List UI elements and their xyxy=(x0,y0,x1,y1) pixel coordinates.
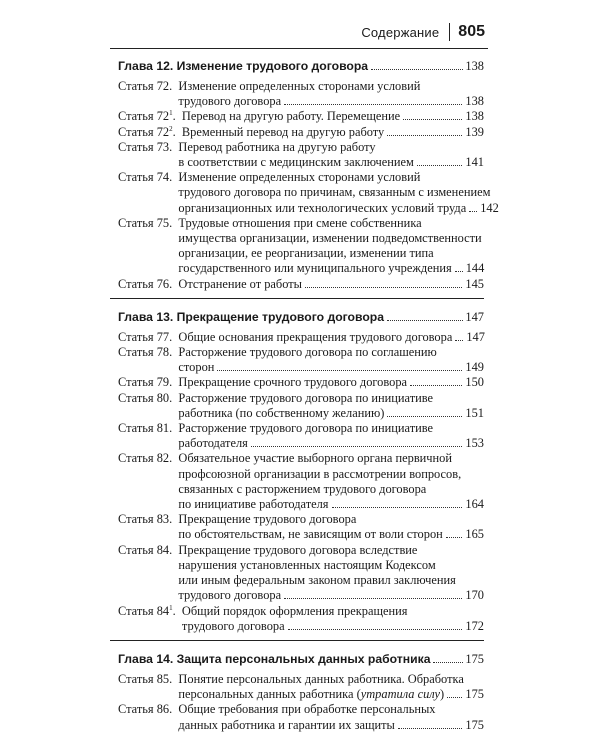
article-num: 72 xyxy=(156,109,170,124)
entry-text xyxy=(178,543,484,604)
article-word: Статья xyxy=(118,702,154,717)
article-num: 76 xyxy=(156,276,170,291)
entry-line: Расторжение трудового договора по инициативе xyxy=(178,390,434,405)
chapter-title: Глава 12. Изменение трудового договора xyxy=(118,59,369,73)
entry-last-line xyxy=(178,687,484,702)
article-num: 79 xyxy=(156,375,170,390)
entry-line: государственного или муниципального учреждения xyxy=(178,261,452,276)
article-number: Статья $72^1$. xyxy=(118,109,182,124)
toc-entry xyxy=(118,543,484,604)
article-word: Статья xyxy=(118,79,154,93)
entry-last-line xyxy=(178,718,484,733)
entry-text xyxy=(178,375,484,390)
article-num: 75 xyxy=(156,215,170,230)
leader-dots xyxy=(332,507,463,508)
entry-line: организации, ее реорганизации, изменении типа xyxy=(178,246,434,261)
entry-line: сторон xyxy=(178,360,215,375)
toc-entry xyxy=(118,421,484,451)
entry-text xyxy=(178,345,484,375)
entry-line: Прекращение трудового договора вследствие xyxy=(178,542,418,557)
article-word: Статья xyxy=(118,215,154,230)
entry-line: или иным федеральным законом правил заключения xyxy=(178,573,456,588)
article-number: Статья 82. xyxy=(118,451,179,466)
leader-dots xyxy=(284,104,462,105)
article-sup: 2 xyxy=(169,124,173,133)
toc-entry xyxy=(118,512,484,542)
article-num: 85 xyxy=(156,671,170,686)
entry-last-line xyxy=(178,277,484,292)
article-num: 72 xyxy=(156,124,170,139)
entry-line: Временный перевод на другую работу xyxy=(181,124,385,139)
entry-last-line xyxy=(178,201,498,216)
entry-line: по инициативе работодателя xyxy=(178,497,329,512)
entry-text xyxy=(182,109,484,124)
entry-last-line xyxy=(178,436,484,451)
article-word: Статья xyxy=(118,390,154,405)
leader-dots xyxy=(469,211,477,212)
entry-line: трудового договора xyxy=(178,588,282,603)
article-number: Статья 85. xyxy=(118,671,179,686)
article-number: Статья 86. xyxy=(118,702,179,717)
leader-dots xyxy=(410,385,462,386)
article-number: Статья 77. xyxy=(118,329,179,344)
italic-note: утратила силу xyxy=(360,687,440,702)
entry-line: Расторжение трудового договора по инициативе xyxy=(178,421,434,436)
entry-last-line xyxy=(178,588,484,603)
article-number: Статья 79. xyxy=(118,375,179,390)
entry-last-line xyxy=(178,375,484,390)
leader-dots xyxy=(217,370,462,371)
entry-line: данных работника и гарантии их защиты xyxy=(178,717,395,732)
article-number: Статья $72^2$. xyxy=(118,124,182,139)
entry-text xyxy=(178,421,484,451)
entry-text xyxy=(182,125,484,140)
entry-page: 138 xyxy=(465,109,484,124)
leader-dots xyxy=(284,598,462,599)
entry-page: 164 xyxy=(465,497,484,512)
toc-entry xyxy=(118,375,484,390)
entry-text xyxy=(178,330,485,345)
article-number: Статья 80. xyxy=(118,390,179,405)
chapter-title: Глава 14. Защита персональных данных работника xyxy=(118,651,431,666)
article-number: Статья 78. xyxy=(118,345,179,360)
entry-line: Общие основания прекращения трудового договора xyxy=(178,329,453,344)
leader-dots xyxy=(455,271,463,272)
table-of-contents xyxy=(118,58,499,733)
entry-line: персональных данных работника (утратила силу) xyxy=(178,687,445,702)
leader-dots xyxy=(398,728,463,729)
toc-entry xyxy=(118,330,484,345)
article-number: Статья 75. xyxy=(118,215,179,230)
article-word: Статья xyxy=(118,512,154,527)
article-word: Статья xyxy=(118,124,154,139)
chapter-heading xyxy=(118,58,484,75)
entry-line: Общие требования при обработке персональных xyxy=(178,702,436,717)
entry-line: организационных или технологических условий труда xyxy=(178,200,467,215)
entry-page: 145 xyxy=(465,276,484,291)
article-word: Статья xyxy=(118,329,154,344)
entry-last-line xyxy=(178,261,484,276)
entry-page: 141 xyxy=(465,155,484,170)
chapter-block xyxy=(118,58,499,292)
article-word: Статья xyxy=(118,276,154,291)
entry-page: 147 xyxy=(466,329,485,344)
leader-dots xyxy=(288,629,463,630)
article-num: 84 xyxy=(156,542,170,557)
entry-line: Расторжение трудового договора по соглашению xyxy=(178,345,437,360)
entry-line: Отстранение от работы xyxy=(178,276,303,291)
running-header xyxy=(110,20,485,44)
article-num: 72 xyxy=(156,79,170,93)
article-word: Статья xyxy=(118,139,154,154)
entry-text xyxy=(178,216,484,277)
article-number: Статья 84. xyxy=(118,542,179,557)
article-number: Статья $84^1$. xyxy=(118,603,182,618)
chapter-heading xyxy=(118,651,484,668)
article-word: Статья xyxy=(118,109,154,124)
toc-entry xyxy=(118,277,484,292)
entry-text xyxy=(178,512,484,542)
entry-last-line xyxy=(182,125,484,140)
chapter-block xyxy=(118,651,484,733)
header-rule xyxy=(110,48,488,49)
entry-text xyxy=(178,702,484,732)
article-num: 83 xyxy=(156,512,170,527)
leader-dots xyxy=(417,165,463,166)
toc-entry xyxy=(118,216,484,277)
entry-last-line xyxy=(182,619,484,634)
chapter-title: Глава 13. Прекращение трудового договора xyxy=(118,309,384,324)
article-number: Статья 83. xyxy=(118,512,179,527)
article-number: Статья 74. xyxy=(118,170,179,185)
entry-line: Прекращение трудового договора xyxy=(178,512,357,527)
toc-entry xyxy=(118,125,484,140)
entry-text xyxy=(178,170,498,216)
entry-last-line xyxy=(178,406,484,421)
toc-entry xyxy=(118,702,484,732)
leader-dots xyxy=(387,320,463,321)
entry-line: по обстоятельствам, не зависящим от воли сторон xyxy=(178,527,443,542)
entry-last-line xyxy=(178,497,484,512)
entry-line: Трудовые отношения при смене собственника xyxy=(178,215,422,230)
chapter-page: 175 xyxy=(465,651,484,666)
toc-entry xyxy=(118,345,484,375)
toc-entry xyxy=(118,604,484,634)
article-number: Статья 81. xyxy=(118,421,179,436)
entry-page: 172 xyxy=(465,618,484,633)
chapter-block xyxy=(118,309,484,634)
toc-entry xyxy=(118,170,499,216)
article-num: 82 xyxy=(156,451,170,466)
entry-line: трудового договора xyxy=(178,94,282,109)
toc-entry xyxy=(118,451,484,512)
entry-text xyxy=(178,277,484,292)
entry-line: связанных с расторжением трудового договора xyxy=(178,481,427,496)
entry-page: 175 xyxy=(465,687,484,702)
entry-last-line xyxy=(178,94,484,109)
article-num: 73 xyxy=(156,139,170,154)
entry-line: работника (по собственному желанию) xyxy=(178,405,385,420)
leader-dots xyxy=(455,340,463,341)
entry-text xyxy=(178,140,484,170)
leader-dots xyxy=(403,119,462,120)
article-number: Статья 72. xyxy=(118,79,179,93)
article-num: 84 xyxy=(156,603,170,618)
entry-page: 165 xyxy=(465,527,484,542)
article-num: 81 xyxy=(156,421,170,436)
leader-dots xyxy=(305,287,462,288)
entry-page: 142 xyxy=(480,200,499,215)
entry-line: Понятие персональных данных работника. Обработка xyxy=(178,671,464,686)
entry-line: Изменение определенных сторонами условий xyxy=(178,79,421,93)
article-word: Статья xyxy=(118,170,154,185)
entry-line: Обязательное участие выборного органа первичной xyxy=(178,451,452,466)
article-word: Статья xyxy=(118,671,154,686)
entry-page: 139 xyxy=(465,124,484,139)
chapter-page: 138 xyxy=(465,59,484,73)
entry-line: работодателя xyxy=(178,436,248,451)
entry-last-line xyxy=(178,155,484,170)
entry-last-line xyxy=(178,527,484,542)
article-num: 86 xyxy=(156,702,170,717)
entry-page: 151 xyxy=(465,405,484,420)
entry-line: Прекращение срочного трудового договора xyxy=(178,375,408,390)
header-divider xyxy=(449,23,450,41)
entry-line: в соответствии с медицинским заключением xyxy=(178,155,414,170)
entry-line: трудового договора xyxy=(181,618,285,633)
leader-dots xyxy=(251,446,463,447)
toc-entry xyxy=(118,672,484,702)
page-number: 805 xyxy=(458,23,485,40)
entry-text xyxy=(178,672,484,702)
entry-page: 150 xyxy=(465,375,484,390)
leader-dots xyxy=(371,69,463,70)
article-word: Статья xyxy=(118,603,154,618)
article-word: Статья xyxy=(118,542,154,557)
article-sup: 1 xyxy=(169,603,173,612)
entry-page: 149 xyxy=(465,360,484,375)
entry-page: 175 xyxy=(465,717,484,732)
toc-entry xyxy=(118,391,484,421)
article-sup: 1 xyxy=(169,109,173,118)
entry-text xyxy=(178,391,484,421)
leader-dots xyxy=(387,135,462,136)
article-num: 80 xyxy=(156,390,170,405)
leader-dots xyxy=(433,662,463,663)
entry-line: имущества организации, изменении подведомственности xyxy=(178,231,482,246)
article-word: Статья xyxy=(118,375,154,390)
entry-line: Перевод на другую работу. Перемещение xyxy=(181,109,401,124)
chapter-heading xyxy=(118,309,484,326)
entry-line: нарушения установленных настоящим Кодексом xyxy=(178,557,436,572)
entry-page: 170 xyxy=(465,588,484,603)
entry-page: 138 xyxy=(465,94,484,109)
leader-dots xyxy=(447,697,462,698)
entry-line: Изменение определенных сторонами условий xyxy=(178,170,421,185)
leader-dots xyxy=(387,416,462,417)
entry-last-line xyxy=(178,360,484,375)
entry-page: 144 xyxy=(465,261,485,276)
article-num: 78 xyxy=(156,345,170,360)
article-num: 74 xyxy=(156,170,170,185)
entry-text xyxy=(178,451,484,512)
entry-text xyxy=(182,604,484,634)
article-number: Статья 73. xyxy=(118,139,179,154)
entry-last-line xyxy=(182,109,484,124)
entry-line: Перевод работника на другую работу xyxy=(178,139,376,154)
entry-line: Общий порядок оформления прекращения xyxy=(181,603,408,618)
entry-page: 153 xyxy=(465,436,484,451)
chapter-page: 147 xyxy=(465,309,484,324)
toc-entry xyxy=(118,79,484,109)
entry-last-line xyxy=(178,330,485,345)
entry-line: трудового договора по причинам, связанным с изменением xyxy=(178,185,491,200)
section-label: Содержание xyxy=(361,24,440,40)
entry-line: профсоюзной организации в рассмотрении вопросов, xyxy=(178,466,462,481)
leader-dots xyxy=(446,537,463,538)
article-word: Статья xyxy=(118,421,154,436)
article-num: 77 xyxy=(156,329,170,344)
toc-entry xyxy=(118,109,484,124)
article-word: Статья xyxy=(118,451,154,466)
toc-entry xyxy=(118,140,484,170)
entry-text xyxy=(178,79,484,109)
article-number: Статья 76. xyxy=(118,276,179,291)
article-word: Статья xyxy=(118,345,154,360)
